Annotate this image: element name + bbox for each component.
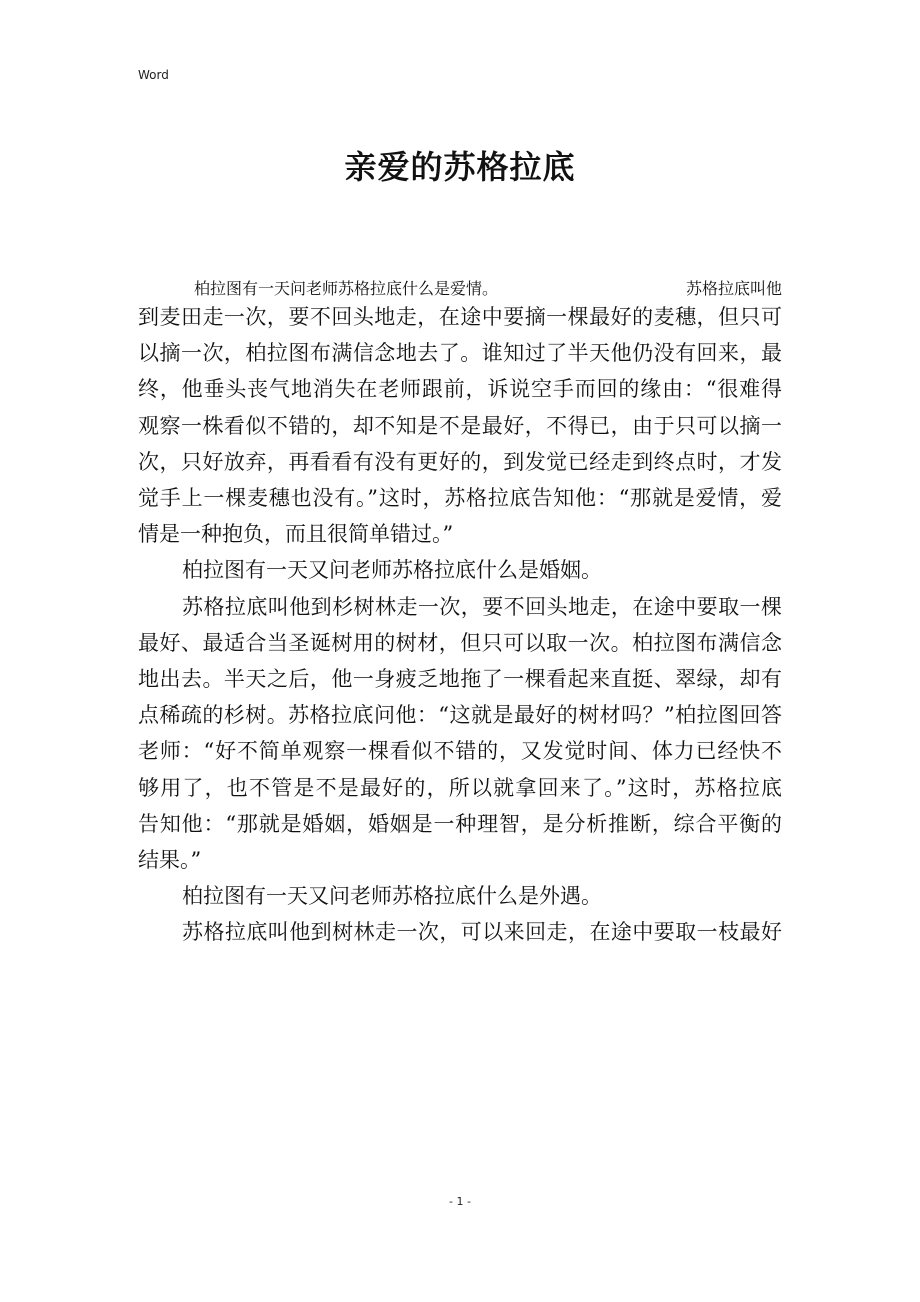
paragraph-marriage-answer <box>138 589 782 879</box>
header-label: Word <box>138 68 169 82</box>
paragraph-marriage-question <box>138 552 782 588</box>
text-line: 老师：“好不简单观察一棵看似不错的，又发觉时间、体力已经快不 <box>138 739 782 764</box>
text-line: 够用了，也不管是不是最好的，所以就拿回来了。”这时，苏格拉底 <box>138 775 782 800</box>
text-line <box>138 276 782 299</box>
text-line: 到麦田走一次，要不回头地走，在途中要摘一棵最好的麦穗，但只可 <box>138 305 782 329</box>
text-line: 情是一种抱负，而且很简单错过。” <box>138 522 454 547</box>
text-line: 告知他：“那就是婚姻，婚姻是一种理智，是分析推断，综合平衡的 <box>138 811 782 836</box>
paragraph-love <box>138 276 782 552</box>
text-line: 觉手上一棵麦穗也没有。”这时，苏格拉底告知他：“那就是爱情，爱 <box>138 486 782 511</box>
document-title: 亲爱的苏格拉底 <box>344 148 576 186</box>
text-line: 苏格拉底叫他 <box>685 279 782 298</box>
text-line: 次，只好放弃，再看看有没有更好的，到发觉已经走到终点时，才发 <box>138 449 782 474</box>
text-line: 柏拉图有一天问老师苏格拉底什么是爱情。 <box>194 279 499 298</box>
text-line: 点稀疏的杉树。苏格拉底问他：“这就是最好的树材吗？”柏拉图回答 <box>138 703 782 728</box>
text-line: 以摘一次，柏拉图布满信念地去了。谁知过了半天他仍没有回来，最 <box>138 341 782 366</box>
text-line: 终，他垂头丧气地消失在老师跟前，诉说空手而回的缘由：“很难得 <box>138 377 782 402</box>
paragraph-affair-answer <box>138 914 782 950</box>
text-line: 柏拉图有一天又问老师苏格拉底什么是外遇。 <box>182 884 602 909</box>
document-body <box>138 276 782 951</box>
paragraph-affair-question <box>138 878 782 914</box>
text-line: 柏拉图有一天又问老师苏格拉底什么是婚姻。 <box>182 558 602 583</box>
text-line: 苏格拉底叫他到杉树林走一次，要不回头地走，在途中要取一棵 <box>182 594 782 619</box>
text-line: 地出去。半天之后，他一身疲乏地拖了一棵看起来直挺、翠绿，却有 <box>138 667 782 692</box>
text-line: 苏格拉底叫他到树林走一次，可以来回走，在途中要取一枝最好 <box>182 920 782 945</box>
text-line: 最好、最适合当圣诞树用的树材，但只可以取一次。柏拉图布满信念 <box>138 630 782 655</box>
text-line: 结果。” <box>138 848 202 873</box>
page-number: - 1 - <box>449 1195 471 1208</box>
text-line: 观察一株看似不错的，却不知是不是最好，不得已，由于只可以摘一 <box>138 413 782 438</box>
